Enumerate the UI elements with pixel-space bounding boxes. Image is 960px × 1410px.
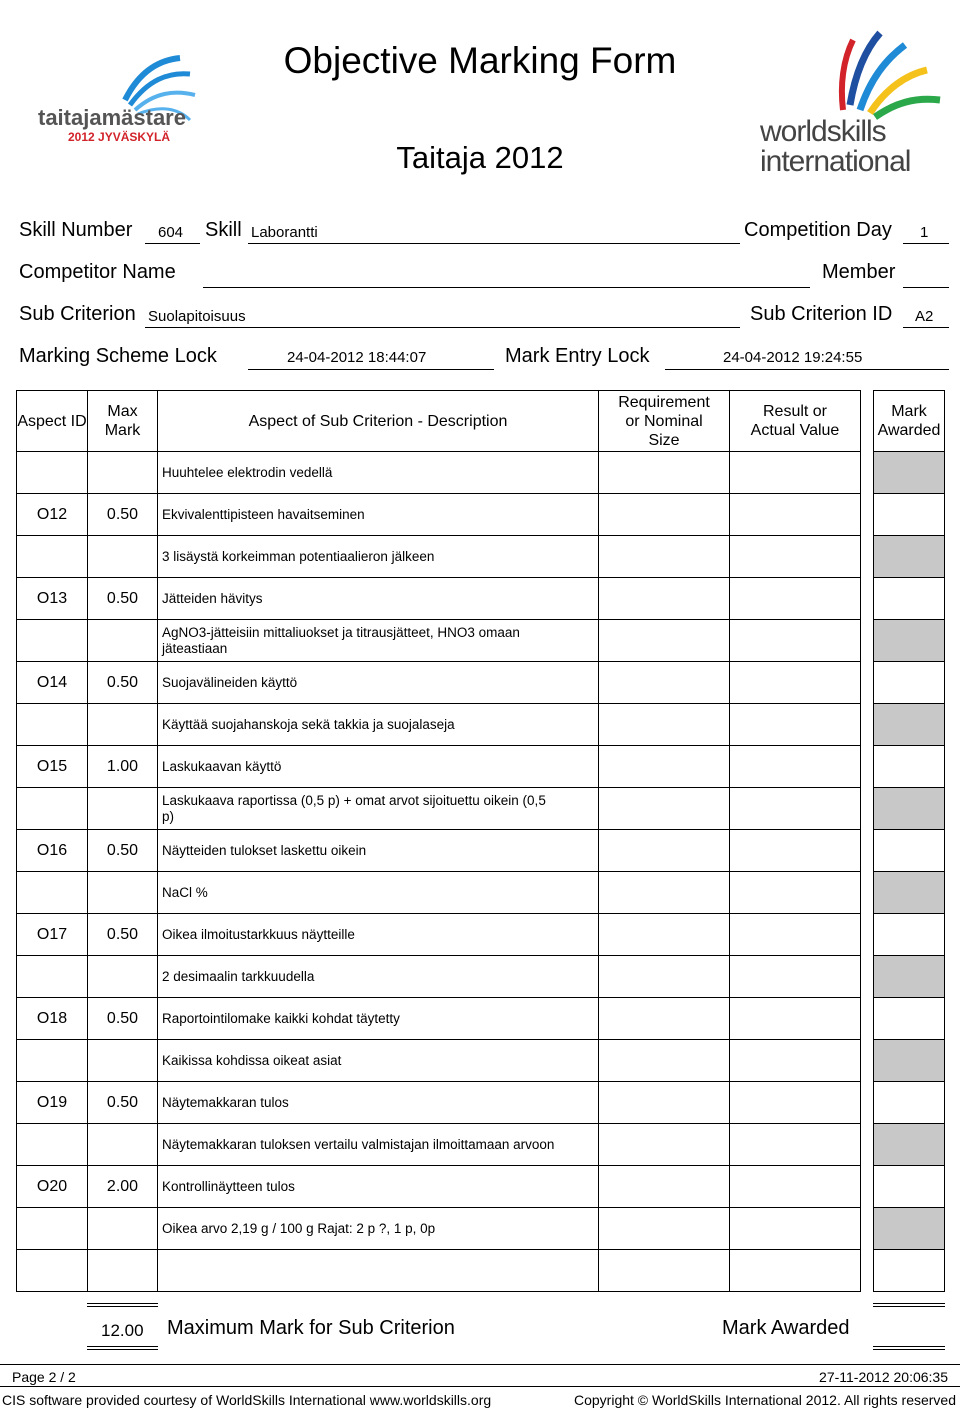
taitaja-logo	[30, 50, 210, 160]
mark-awarded-cell-shaded	[873, 1039, 945, 1082]
mark-awarded-cell-shaded	[873, 619, 945, 662]
result-cell[interactable]	[729, 1165, 861, 1208]
aspect-id: O14	[16, 661, 88, 704]
max-mark: 1.00	[87, 745, 158, 788]
requirement-cell[interactable]	[598, 661, 730, 704]
requirement-cell[interactable]	[598, 493, 730, 536]
aspect-id-cell	[16, 871, 88, 914]
aspect-description: Näytemakkaran tulos	[157, 1081, 599, 1124]
aspect-id: O18	[16, 997, 88, 1040]
mark-awarded-input[interactable]	[873, 997, 945, 1040]
result-cell[interactable]	[729, 913, 861, 956]
requirement-cell	[598, 451, 730, 494]
requirement-cell	[598, 955, 730, 998]
skill-value: Laborantti	[251, 224, 318, 241]
result-cell[interactable]	[729, 661, 861, 704]
max-mark-cell	[87, 955, 158, 998]
max-mark: 2.00	[87, 1165, 158, 1208]
mark-awarded-cell-shaded	[873, 703, 945, 746]
aspect-id: O12	[16, 493, 88, 536]
header-max-mark: Max Mark	[87, 390, 158, 452]
worldskills-logo-sub: international	[760, 145, 911, 178]
sub-criterion-value: Suolapitoisuus	[148, 308, 246, 325]
aspect-id-cell	[16, 1249, 88, 1292]
mark-awarded-input[interactable]	[873, 913, 945, 956]
taitaja-logo-text: taitajamästare	[38, 105, 186, 130]
aspect-description: Jätteiden hävitys	[157, 577, 599, 620]
aspect-id-cell	[16, 787, 88, 830]
mark-awarded-label: Mark Awarded	[722, 1317, 850, 1339]
mark-awarded-input[interactable]	[873, 493, 945, 536]
requirement-cell[interactable]	[598, 997, 730, 1040]
aspect-id: O15	[16, 745, 88, 788]
result-cell[interactable]	[729, 829, 861, 872]
marking-scheme-lock-value: 24-04-2012 18:44:07	[287, 349, 427, 366]
requirement-cell[interactable]	[598, 913, 730, 956]
sub-line-text: Näytemakkaran tuloksen vertailu valmistajan ilmoittamaan arvoon	[157, 1123, 599, 1166]
max-mark-cell	[87, 1039, 158, 1082]
result-cell	[729, 955, 861, 998]
copyright: Copyright © WorldSkills International 2012. All rights reserved	[573, 1392, 956, 1408]
result-cell	[729, 1249, 861, 1292]
sub-line-text: Kaikissa kohdissa oikeat asiat	[157, 1039, 599, 1082]
aspect-id: O17	[16, 913, 88, 956]
result-cell[interactable]	[729, 493, 861, 536]
aspect-id-cell	[16, 535, 88, 578]
total-max-mark: 12.00	[101, 1321, 144, 1340]
description-cell	[157, 1249, 599, 1292]
sub-criterion-id-label: Sub Criterion ID	[750, 303, 893, 325]
sub-criterion-label: Sub Criterion	[19, 303, 136, 325]
aspect-description: Laskukaavan käyttö	[157, 745, 599, 788]
worldskills-logo-text: worldskills	[760, 115, 886, 148]
header-requirement: Requirement or Nominal Size	[598, 390, 730, 452]
result-cell[interactable]	[729, 577, 861, 620]
mark-awarded-cell-shaded	[873, 1123, 945, 1166]
mark-awarded-cell-shaded	[873, 1207, 945, 1250]
result-cell	[729, 1123, 861, 1166]
max-mark-cell	[87, 787, 158, 830]
aspect-id: O13	[16, 577, 88, 620]
competition-day-label: Competition Day	[744, 219, 892, 241]
result-cell	[729, 619, 861, 662]
form-subtitle: Taitaja 2012	[396, 140, 564, 175]
sub-line-text: NaCl %	[157, 871, 599, 914]
max-mark: 0.50	[87, 829, 158, 872]
requirement-cell	[598, 703, 730, 746]
result-cell	[729, 787, 861, 830]
max-mark-cell	[87, 703, 158, 746]
requirement-cell	[598, 1039, 730, 1082]
member-label: Member	[822, 261, 896, 283]
aspect-description: Suojavälineiden käyttö	[157, 661, 599, 704]
aspect-id: O19	[16, 1081, 88, 1124]
result-cell	[729, 871, 861, 914]
aspect-id-cell	[16, 619, 88, 662]
requirement-cell	[598, 787, 730, 830]
mark-awarded-cell-shaded	[873, 787, 945, 830]
sub-line-text: AgNO3-jätteisiin mittaliuokset ja titrausjätteet, HNO3 omaan jäteastiaan	[157, 619, 599, 662]
max-mark-cell	[87, 619, 158, 662]
mark-entry-lock-value: 24-04-2012 19:24:55	[723, 349, 863, 366]
mark-awarded-cell-shaded	[873, 535, 945, 578]
mark-awarded-input[interactable]	[873, 577, 945, 620]
requirement-cell[interactable]	[598, 577, 730, 620]
mark-awarded-input[interactable]	[873, 1165, 945, 1208]
sub-line-text: 3 lisäystä korkeimman potentiaalieron jälkeen	[157, 535, 599, 578]
requirement-cell[interactable]	[598, 829, 730, 872]
skill-number-value: 604	[158, 224, 184, 241]
max-mark: 0.50	[87, 997, 158, 1040]
aspect-description: Oikea ilmoitustarkkuus näytteille	[157, 913, 599, 956]
mark-entry-lock-label: Mark Entry Lock	[505, 345, 650, 367]
header-mark-awarded: Mark Awarded	[873, 390, 945, 452]
aspect-id-cell	[16, 451, 88, 494]
worldskills-logo-mark	[755, 25, 950, 125]
aspect-id-cell	[16, 1207, 88, 1250]
sub-line-text: 2 desimaalin tarkkuudella	[157, 955, 599, 998]
header-result: Result or Actual Value	[729, 390, 861, 452]
competitor-name-label: Competitor Name	[19, 261, 176, 283]
mark-awarded-input[interactable]	[873, 745, 945, 788]
result-cell	[729, 451, 861, 494]
requirement-cell	[598, 1123, 730, 1166]
aspect-id: O16	[16, 829, 88, 872]
aspect-id-cell	[16, 703, 88, 746]
max-mark: 0.50	[87, 577, 158, 620]
max-mark-label: Maximum Mark for Sub Criterion	[167, 1317, 455, 1339]
sub-line-text: Huuhtelee elektrodin vedellä	[157, 451, 599, 494]
max-mark: 0.50	[87, 913, 158, 956]
max-mark: 0.50	[87, 1081, 158, 1124]
result-cell[interactable]	[729, 997, 861, 1040]
aspect-description: Näytteiden tulokset laskettu oikein	[157, 829, 599, 872]
result-cell	[729, 703, 861, 746]
header-description: Aspect of Sub Criterion - Description	[157, 390, 599, 452]
result-cell[interactable]	[729, 745, 861, 788]
form-title: Objective Marking Form	[283, 40, 677, 81]
max-mark-cell	[87, 1123, 158, 1166]
max-mark: 0.50	[87, 661, 158, 704]
max-mark: 0.50	[87, 493, 158, 536]
max-mark-cell	[87, 535, 158, 578]
skill-number-label: Skill Number	[19, 219, 133, 241]
aspect-description: Ekvivalenttipisteen havaitseminen	[157, 493, 599, 536]
sub-criterion-id-value: A2	[915, 308, 934, 325]
requirement-cell[interactable]	[598, 745, 730, 788]
aspect-id-cell	[16, 1123, 88, 1166]
result-cell	[729, 535, 861, 578]
result-cell	[729, 1207, 861, 1250]
aspect-id-cell	[16, 955, 88, 998]
print-datetime: 27-11-2012 20:06:35	[819, 1369, 948, 1385]
page-number: Page 2 / 2	[12, 1369, 76, 1385]
aspect-description: Kontrollinäytteen tulos	[157, 1165, 599, 1208]
max-mark-cell	[87, 1207, 158, 1250]
aspect-id: O20	[16, 1165, 88, 1208]
marking-scheme-lock-label: Marking Scheme Lock	[19, 345, 217, 367]
max-mark-cell	[87, 451, 158, 494]
result-cell	[729, 1039, 861, 1082]
requirement-cell[interactable]	[598, 1165, 730, 1208]
sub-line-text: Laskukaava raportissa (0,5 p) + omat arvot sijoituettu oikein (0,5 p)	[157, 787, 599, 830]
mark-awarded-cell	[873, 1249, 945, 1292]
aspect-description: Raportointilomake kaikki kohdat täytetty	[157, 997, 599, 1040]
requirement-cell	[598, 1207, 730, 1250]
requirement-cell	[598, 535, 730, 578]
taitaja-logo-year: 2012 JYVÄSKYLÄ	[68, 130, 171, 144]
sub-line-text: Käyttää suojahanskoja sekä takkia ja suojalaseja	[157, 703, 599, 746]
mark-awarded-cell-shaded	[873, 955, 945, 998]
sub-line-text: Oikea arvo 2,19 g / 100 g Rajat: 2 p ?, 1 p, 0p	[157, 1207, 599, 1250]
mark-awarded-input[interactable]	[873, 829, 945, 872]
mark-awarded-cell-shaded	[873, 871, 945, 914]
requirement-cell	[598, 619, 730, 662]
worldskills-logo	[755, 25, 950, 180]
competition-day-value: 1	[920, 224, 929, 241]
max-mark-cell	[87, 1249, 158, 1292]
mark-awarded-input[interactable]	[873, 661, 945, 704]
requirement-cell	[598, 1249, 730, 1292]
requirement-cell	[598, 871, 730, 914]
mark-awarded-input[interactable]	[873, 1081, 945, 1124]
header-aspect-id: Aspect ID	[16, 390, 88, 452]
max-mark-cell	[87, 871, 158, 914]
skill-label: Skill	[205, 219, 242, 241]
mark-awarded-cell-shaded	[873, 451, 945, 494]
software-credit: CIS software provided courtesy of WorldSkills International www.worldskills.org	[2, 1392, 492, 1408]
aspect-id-cell	[16, 1039, 88, 1082]
result-cell[interactable]	[729, 1081, 861, 1124]
requirement-cell[interactable]	[598, 1081, 730, 1124]
